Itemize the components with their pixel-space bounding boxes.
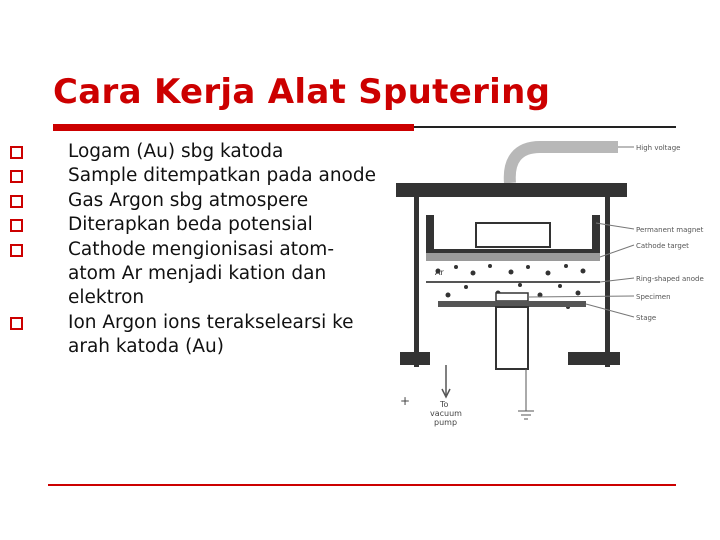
- slide-title: Cara Kerja Alat Sputering: [53, 72, 551, 112]
- hollow-square-icon: [10, 219, 23, 232]
- bullet-text: Sample ditempatkan pada anode: [68, 165, 376, 187]
- bullet-text: Cathode mengionisasi atom-atom Ar menjadi kation dan elektron: [68, 238, 334, 309]
- label-cathode-target: Cathode target: [636, 242, 689, 250]
- bullet-item: [10, 238, 380, 311]
- vacuum-label-line1: To: [440, 400, 449, 409]
- magnet-core: [476, 223, 550, 247]
- ring-shaped-anode: [426, 281, 600, 283]
- label-specimen: Specimen: [636, 293, 671, 301]
- bullet-text: Gas Argon sbg atmospere: [68, 189, 309, 211]
- cathode-target: [426, 253, 600, 261]
- base-plate-right: [568, 352, 620, 365]
- bullet-text: Diterapkan beda potensial: [68, 214, 313, 236]
- label-stage: Stage: [636, 314, 657, 322]
- label-ring-shaped-anode: Ring-shaped anode: [636, 275, 704, 283]
- bullet-item: [10, 164, 380, 188]
- plus-sign: +: [400, 394, 411, 408]
- title-underline-red: [53, 124, 414, 131]
- vacuum-label-line3: pump: [434, 418, 458, 427]
- argon-label: Ar: [435, 268, 444, 277]
- vacuum-label-line2: vacuum: [430, 409, 462, 418]
- sputter-diagram-svg: [378, 135, 720, 430]
- chamber-wall-right: [605, 197, 610, 367]
- hollow-square-icon: [10, 170, 23, 183]
- bullet-list: [10, 140, 380, 360]
- bullet-text: Ion Argon ions terakselearsi ke arah katoda (Au): [68, 311, 354, 358]
- hollow-square-icon: [10, 317, 23, 330]
- stage-post: [496, 307, 528, 369]
- footer-rule: [48, 484, 676, 486]
- bullet-item: [10, 311, 380, 360]
- label-high-voltage: High voltage: [636, 144, 681, 152]
- bullet-text: Logam (Au) sbg katoda: [68, 141, 284, 162]
- chamber-lid: [396, 183, 627, 197]
- bullet-item: [10, 140, 380, 164]
- high-voltage-cable: [510, 147, 540, 183]
- hollow-square-icon: [10, 146, 23, 159]
- specimen: [496, 293, 528, 301]
- bullet-item: [10, 189, 380, 213]
- label-permanent-magnet: Permanent magnet: [636, 226, 704, 234]
- title-underline-dark: [414, 126, 676, 128]
- hollow-square-icon: [10, 244, 23, 257]
- bullet-item: [10, 213, 380, 237]
- chamber-wall-left: [414, 197, 419, 367]
- sputter-diagram: [378, 135, 720, 430]
- hollow-square-icon: [10, 195, 23, 208]
- base-plate-left: [400, 352, 430, 365]
